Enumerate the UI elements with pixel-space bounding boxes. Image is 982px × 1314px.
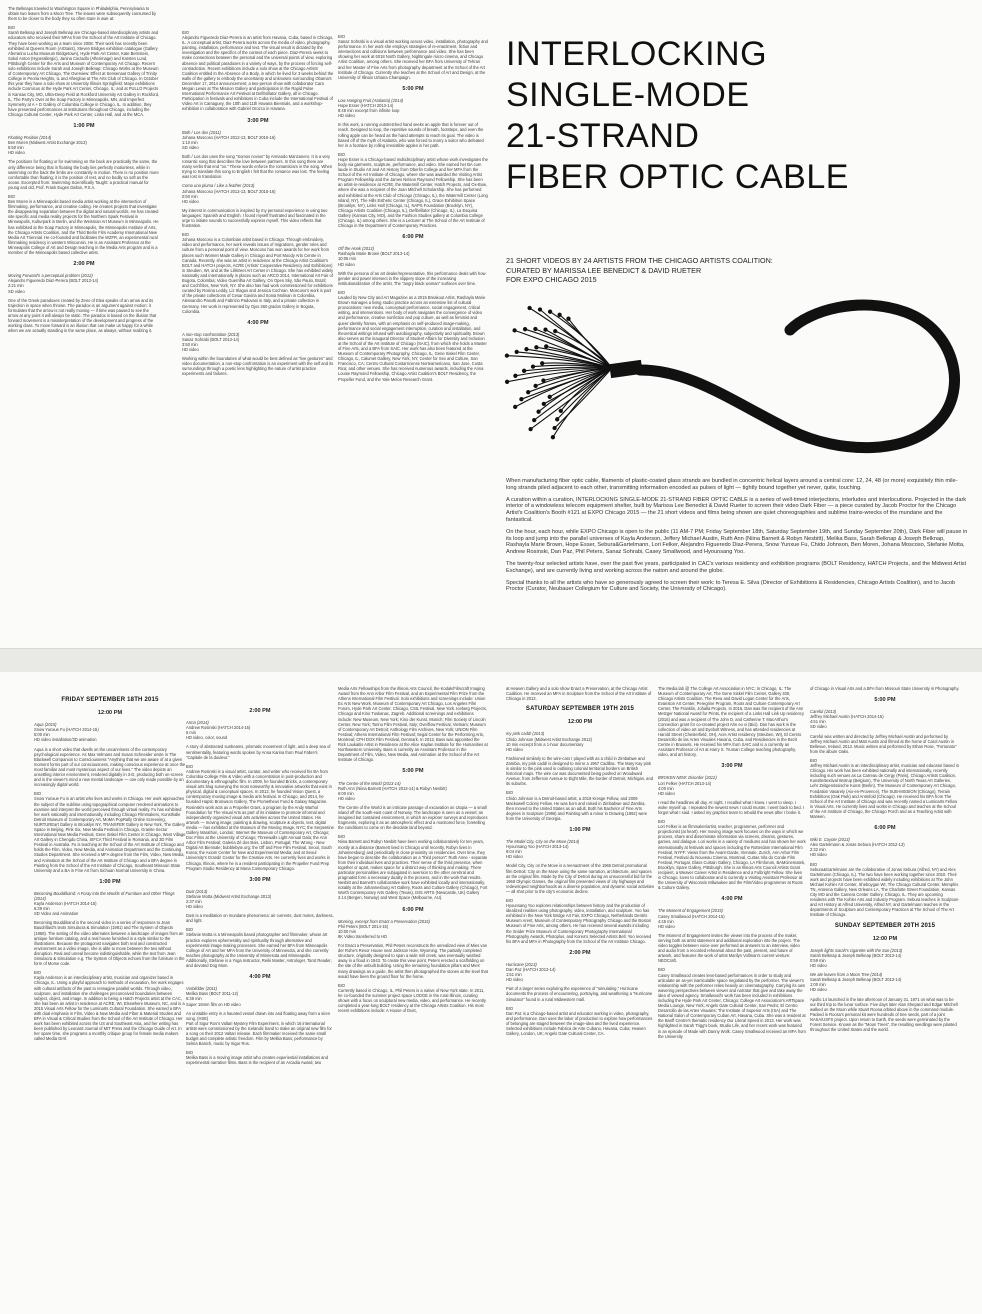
work-description: Fashioned similarly to the wire-cars I played with as a child in Zimbabwe and Zambia, my pink cadd! is designed to mirror a 1967 Cadillac. The Mary Kay pink is similar to the pink used in outlining colonial territorial borders on British historical maps. The wire car was documented being pushed on Woodward Avenue, from Jefferson Avenue to Eight Mile, the border of Detroit, Michigan, and its suburbs. <box>506 755 654 787</box>
artist-bio: BIO Lauded by New City and Art Magazine as a 2015 Breakout Artist, Rashayla Marie Brown manages a living studio practice across an extensive list of cultural provocations: new media, conceptual performance, social engagement, critical writing, and interventions. Her body of work navigates the convergence of video and performance, creative nonfiction and pop culture, as well as feminist and queer identity frames, with an emphasis on self-produced image-making, performance and social engagement interruption, curation and installation, and theoretical writings infused with autobiography, subjectivity and spirituality. Brown also serves as the inaugural Director of Student Affairs for Diversity and Inclusion at the School of the Art Institute of Chicago (SAIC), from which she holds a Master of Fine Arts, and a BFA from SAIC. Her work has also been featured at the Museum of Contemporary Photography, Chicago, IL, Gene Siskel Film Center, Chicago, IL, Calumet Gallery, New York, NY; Center for Sex and Culture, San Francisco, CA; Centro Cultural Costarricense Norteamericano, San Jose, Costa Rica; and other venues. She has received numerous awards, including the Anna Louise Raymond Fellowship, Chicago Artist Coalition's BOLT Residency, the Propeller Fund, and the Yale Melon Research Grant. <box>338 289 487 382</box>
fiber-strand <box>534 368 612 420</box>
work-title: The Centre of the World (2013-14) <box>338 780 401 786</box>
work-title: Hurricane (2013) <box>506 961 537 967</box>
fiber-strand-tip <box>513 329 516 332</box>
poster-subtitle <box>506 256 946 285</box>
work-entry <box>506 962 654 982</box>
work-meta: Johana Moscoso (HATCH 2012-13, BOLT 2015-16) 0:50 min HD video <box>182 188 276 204</box>
work-title: Careful (2013) <box>810 709 837 715</box>
work-title: Low Hanging Fruit (Atalanta) (2014) <box>338 97 404 103</box>
artist-bio: BIO Snow Yunxue Fu is an artist who lives and works in Chicago. Her work approaches the subject of the sublime using topographical computer rendered animations to examine and interpret the world perceived through virtual reality. Fu has exhibited her work nationally and internationally, including Chicago Filmmakers, Kunsthalle Detroit Museum of Contemporary Art, MoMA PopRally Online Screening, NURTUREart Gallery in Brooklyn NY, TRANSFER Gallery in New York, The Gallery Space in Beijing, Pink Six, New Media Festival in Chicago, Granite Sector International New Media Festival, Gene Siskel Film Center in Chicago, West Village Art Gallery in Chengdu China, SIFCA Third Festival in Romania, and 3D Film Festival in Australia. Fu is teaching at the School of the Art Institute of Chicago and holds the Film, Video, New Media, and Animation Department and the Continuing Studies Department. She received a MFA degree from the Film, Video, New Media, and Animation at the School of the Art Institute of Chicago and a BFA degree in Painting from the School of the Art Institute of Chicago, Southeast Missouri State University and a BA in Fine Art from Sichuan Normal University in China. <box>34 791 186 873</box>
work-meta: Lori Felker (HATCH 2013-14) 4:00 min HD video <box>658 780 712 796</box>
top-page <box>0 0 982 648</box>
work-description: An unstable entry in a haunted vessel drawn into and floating away from a siren song. (HSE) Part of Sigur Ros's Valtari Mystery Film Experiment, in which 16 international artists were commissioned by the Icelandic band to make an original new film for a song on their 2012 Valtari release. Each filmmaker received the same small budget and complete artistic freedom. Film by Melika Bass; performance by Selma Banich, music by Sigur Ros. <box>186 1010 332 1047</box>
artist-bio: BIO Sarah Belknap and Joseph Belknap are Chicago-based interdisciplinary artists and educators who received their MFAs from the School of the Art Institute of Chicago. They have been working as a team since 2008. Their work has recently been exhibited at Queens Room (ArtSaint), Steven Bridges exhibition catalogue (Gallery Aferrarino Lucha Museum Bridgetown), Hyde Park Art Center, Kate Bernstein, Sokol Anton (Hyperallergic), Janina Ciezadlo (Afterimage) and Karsten Lund, Pittsburgh Center for the Arts and Museum of Contemporary Art Chicago. Recent solo exhibitions include Sarah and Joseph Belknap: Chicago Works at the Museum of Contemporary Art Chicago, The Overview: Effect at Sensenaut Gallery of Trinity College in Peoria Heights, IL and Afterglow at The Arts Club of Chicago. In October this year they have a solo show at University Illinois Springfield. Major exhibitions include Cosmicus at the Hyde Park Art Center, Chicago, IL; and at PULLO Projects in Kansas City, MO, Ultra-Deep Field at Rockford University Art Gallery in Rockford, IL, The Party's Over at the Soap Factory in Minneapolis, MN, and Imperfect Symmetry at A + D Gallery of Columbia College in Chicago, IL. In addition, they have presented performances at institutions throughout Chicago, including the Chicago Cultural Center, Hyde Park Art Center, Links Hall, and at the MCA. <box>8 25 160 117</box>
work-title: Becoming Bouddikand: A Foray into the Worlds of Furniture and Other Things (2014) <box>34 890 175 901</box>
screening-time: 12:00 PM <box>97 710 123 717</box>
work-description: Model City, City on the Move is a reenactment of the 1965 Detroit promotional film Detroit: City on the Move using the same narration, architecture, and spaces as the original film. Made by the City of Detroit during an unsuccessful bid for the 1968 Olympic Games, the original film presented views of city highways and redeveloped neighborhoods as a diverse population, and dynamic social activities — all shot prior to the city's economic decline. <box>506 863 654 894</box>
page-divider <box>0 648 982 674</box>
work-meta: Dan Paz (HATCH 2013-14) 1:51 min HD video <box>506 967 556 983</box>
fiber-strand-tip <box>559 409 562 412</box>
fiber-strand-tip <box>551 436 554 439</box>
intro-text <box>506 478 968 598</box>
text-block: Media Arts Fellowships from the Illinois Arts Council, the Kodak/Filmcraft Imaging Award from the Ann Arbor Film Festival, and an Experimental Film Prize from the Athens International Film Festival. Solo exhibitions and screenings include: Union Ex Arts New Work, Museum of Contemporary Art Chicago, Los Angeles Film Forum, Hyde Park Art Center, Chicago, CSIL Festival, New York. Iceberg Projects, Chicago and Kino Tuskanac, Zagreb. Additional screenings and exhibitions include: New Museum, New York; Kino der Kunst, Munich; Film Society of Lincoln Center, New York; Torino Film Festival, Italy; Overflow Festival, Vietnam; Museum of Contemporary Art Detroit; Anthology Film Archives, New York; UNION Film Festival; Athens International Film Festival; Segal Center for the Performing Arts, Montreal; CPH DOX Film Festival, Denmark. In 2013, Bass was appointed the Rick Laukaitis Artist in Residence at the Alice Kaplan Institute for the Humanities at Northwestern University. Bass is currently an Assistant Professor in the Department of Film, Video, New Media, and Animation at the School of the Art Institute of Chicago. <box>338 686 488 763</box>
work-title: Floating Position (2014) <box>8 135 52 141</box>
fiber-strand-tip <box>549 310 552 313</box>
work-description: With the persona of an art dealer/representative, this performance deals with how gender and power intersect in the slippery slope of the increasing institutionalization of the artist. The "angry black woman" surfaces over time. <box>338 270 486 286</box>
screening-time: 12:00 PM <box>567 719 593 726</box>
work-meta: Casey Smallwood (HATCH 2014-15) 4:45 min HD video <box>658 913 725 929</box>
intro-paragraph: A curation within a curation, INTERLOCKING SINGLE-MODE 21-STRAND FIBER OPTIC CABLE is a series of well-timed interjections, interludes and interlocutions. Projected in the dark interior of a windowless telecom equipment shelter, built by Marissa Lee Benedict & David Rueter to screen their video Dark Fiber — a piece curated by Jacob Proctor for the Chicago Artist's Coalition's Booth #121 at EXPO Chicago 2015 — the 21 short videos and films being shown are quiet choreographies and sublime trains-wrecks of the mundane and the fantastical. <box>506 496 967 523</box>
work-entry <box>658 775 806 795</box>
screening-time: 3:00 PM <box>721 763 743 770</box>
work-entry <box>186 720 334 740</box>
screening-time: 4:00 PM <box>247 319 269 326</box>
work-title: Aqua (2015) <box>34 722 57 728</box>
work-entry <box>186 986 334 1006</box>
bottom-column-1 <box>34 692 186 1310</box>
bottom-column-5 <box>658 686 806 1310</box>
artist-bio: BIO Sanaz Sohrabi is a visual artist working across video, installation, photography and performance. In her work she employs strategies of re-enactment, fiction and intersections and collisions between performance and video. She has been showing her work at 6018 North Gallery, Nightingale micro cinema, and Chicago Artist Coalition, among others. She received her BFA from University of Tehran and her Master of Fine Arts from photography department at the School of the Art Institute of Chicago. Currently she teaches at the School of Art and Design, at the University of Illinois Urbana Champaign. <box>338 34 488 80</box>
artist-bio: BIO Andrew Rosinski is a visual artist, curator, and writer who received his BA from Columbia College Film & Video with a concentration in post-production and documentary & ethnographic film. In 2009, he founded Bricks, a contemporary visual arts blog surveying the most noteworthy & innovative artworks that exist in physical, digital & conceptual spaces. In 2012, he founded Vision Quest, a contemporary moving image & media arts festival. In Chicago, and 2014, he founded Haptic Bronwson Gallery, The Prometheus Fund & Galaxy Magazine. Rosinski's work acts as a Propeller Grant, a program by the Andy Warhol Foundation for The Visual Arts as part of its initiative to promote informal and independently organized visual arts activities across the United States. His artwork — moving image, painting & drawing, sculpture & objects, text, digital media — has exhibited at the Museum of the Moving Image, NYC; the Serpentine Gallery Marathon, London; Internet the Museum of Contemporary Art, Chicago; Doc Films at the University of Chicago; Threewalls Light Annual Gala; the Ann Arbor Film Festival; Galeria Zé dos Bois, Lisbon, Portugal; The Wrong - New Digital Art Biennale; bubblebyte.org; the Off and Free Film Festival, Seoul, South Korea; the Axiom Center for New and Experimental Media; and at Seoul University's Grandi! Center for the Creative Arts. He currently lives and works in Chicago, Illinois, where he is a resident participating in the Propeller Fund Prep Program Studio Residency at Mana Contemporary Chicago. <box>186 763 334 871</box>
artist-bio: BIO Johana Moscoso is a Colombian artist based in Chicago. Through embroidery, video and performance, her work reveals issues of migrations, gender roles and culture from a personal point of view. Moscoso has won awards for her work from places such Women Made Gallery in Chicago and Port Moody Arts Centre in Canada. Recently, she was an artist in residence at the Chicago Artist Coalition's BOLT and HATCH projects, ACRE (Artists' Cooperative Residency and Exhibitions) in Steuben, WI, and at the Lillstreet Art Center in Chicago. She has exhibited widely nationally and internationally in places such as ARCO 2014, International Art Fair of Bogota, Colombia; Video Guerrilha Art Gallery, On Open Sky, São Paulo, Brazil; and Cochfritos, New York, NY. She also has had work commissioned for exhibitions curated by Rosina Leddy, Liz Slagus and Jessica Cochran. Moscoso's work is part of the private collections of Cesar Gaviria and Sonia Molinan in Colombia, Alessandro Pasotti and Fabrizio Padovani in Italy, and a private collection in Germany. Her work is represented by Ojos 360 grados Gallery in Bogota, Colombia. <box>182 232 334 314</box>
artist-bio: BIO Alejandro Figueredo Diaz-Perera is an artist from Havana, Cuba, based in Chicago, IL. A conceptual artist, Diaz-Perera works across the media of video, photography, painting, installation, performance and text. The visual result is dictated by the investigation and the specifics of the context of each piece. Diaz-Perera seeks to make connections between the personal and the universal points of view, exploring absence and political paradoxes in a variety of ways, by the process of forcing self-contradiction. Recent exhibitions include a solo show at the Chicago Artists' Coalition entitled In the Absence of a Body, in which he lived for 3 weeks behind the walls of the gallery to embody the uncertainty and unknowns surrounding Obama's December 17, 2014 announcement; a two-person show with collaborator Cara Megan Lewis at The Mission Gallery and participation in the Rapid Pulse International Performance Art Festival at Defibrillator Gallery, all in Chicago. Participation in festivals and exhibitions in Cuba include the International Festival of Video Art in Camaguey, the 10th and 11th Havana Biennials, and a workshop-exhibition in collaboration with Gabriel Orozco in Havana. <box>182 30 334 112</box>
work-meta: Snow Yunxue Fu (HATCH 2014-15) 5:00 min HD video installation/3D animation <box>34 727 99 743</box>
fiber-strand-tip <box>567 317 570 320</box>
screening-time: 5:00 PM <box>874 697 896 704</box>
fiber-optic-cable-illustration <box>500 290 970 460</box>
fiber-strand-tip <box>506 380 509 383</box>
work-entry <box>810 972 960 992</box>
work-entry <box>338 781 488 801</box>
screening-time: 6:00 PM <box>874 825 896 832</box>
title-line: SINGLE-MODE <box>506 76 750 114</box>
work-description: Becoming Bouddikand is the second video in a series of responses to Jean Baudrillard's texts Simulacra & Simulation (1981) and The System of Objects (1968). The setting of the video alternates between a landscape of images from an antique furniture catalog, and a real house furnished in a style similar to the illustrations. Because the protagonist navigates both real and constructed environment as a video image, she is able to move between the two without disruption. Real and unreal become indistinguishable, while the text from Jean Simulacra & Simulation e.g. The System of Objects echoes from the furniture in the form of Morse code. <box>34 920 185 967</box>
work-meta: Johana Moscoso (HATCH 2012-13, BOLT 2015-16) 1:10 min SD video <box>182 134 276 150</box>
top-column-2 <box>182 30 334 642</box>
work-entry <box>658 908 806 928</box>
work-meta: Alejandro Figueredo Diaz-Perera (BOLT 2013-14) 2:21 min SD video <box>8 278 99 294</box>
fiber-strand-tip <box>538 308 541 311</box>
work-meta: Kayla Anderson (HATCH 2014-15) 6:39 min SD Video and Animation <box>34 901 97 917</box>
fiber-strand-tip <box>514 374 517 377</box>
title-line: INTERLOCKING <box>506 35 768 73</box>
artist-bio: BIO Jeffrey Michael Austin is an interdisciplinary artist, musician and educator based in Chicago. His work has been exhibited nationally and internationally, recently including such venues as La Carreau de Cergy (Paris), Chicago Artists Coalition, Kunstlertextival Wotrup (Belgium), The University of North Texas Art Galleries, Lehr Zeitgenössische Kunst (Berlin), The Museum of Contemporary Art Chicago, Fondation Vasarely (Aix-en-Provence), The SUB-MISSION (Chicago), Terrain Exhibitions (Oak Park) and Antmfold (Chicago). He received his BFA from The School of the Art Institute of Chicago and was recently named a Luminarts Fellow in Visual Arts. He currently lives and works in Chicago and teaches at the School of the Art Institute of Chicago, the Chicago Porch and as a Teaching Artist with Marwen. <box>810 757 959 819</box>
work-meta: Sanaz Sohrabi (BOLT 2013-14) 3:50 min HD video <box>182 336 240 353</box>
work-description: My interest in communication is inspired by my personal experience in using two languages: Spanish and English. I found myself frustrated and fascinated in the urge to initiate sounds to successfully express myself. This video reflects that frustration. <box>182 207 328 229</box>
intro-paragraph: On the hour, each hour, while EXPO Chicago is open to the public (11 AM-7 PM; Friday September 18th, Saturday September 19th, and Sunday September 20th), Dark Fiber will pause in its loop and jump into the parallel universes of Kayla Anderson, Jeffery Michael Austin, Ruth Ann (Niina Barnett & Robyn Nesbitt), Melika Bass, Sarah Belknap & Joseph Belknap, Rashayla Marie Brown, Hope Esser, Sebura&Gartelmann, Lori Felker, Alejandro Figueredo Diaz-Perera, Snow Yunxue Fu, Chido Johnson, Ben Moren, Johana Moscoso, Stefanie Motta, Andrew Rosinski, Dan Paz, Phil Peters, Sanaz Sohrabi, Casey Smallwood, and Hyounsang Yoo. <box>506 528 968 556</box>
fiber-strand-tip <box>542 379 545 382</box>
subtitle-line: CURATED BY MARISSA LEE BENEDICT & DAVID RUETER <box>506 265 702 275</box>
work-entry <box>182 332 334 352</box>
work-meta: Phil Peters (BOLT 2014-15) 10:00 min 8K Video transferred to HD <box>338 923 389 939</box>
work-description: Aqua is a short video that dwells on the uncanniness of the contemporary psychological experience. As Max Velmans and Susan Schneider wrote in The Blackwell Companion to Consciousness "Anything that we are aware of at a given moment forms part of our consciousness, making conscious experience at once the most familiar and most mysterious aspect of our lives." The video depicts an unsettling interior environment, rendered digitally in 3-D, producing both on-screen and in the viewer's mind a new mental landscape — one only made possible by an increasingly digital world. <box>34 746 186 788</box>
fiber-strand-tip <box>528 306 531 309</box>
work-title: Wiki E. Coyote (2013) <box>810 837 850 843</box>
screening-time: 2:00 PM <box>249 708 271 714</box>
fiber-strand-tip <box>545 345 548 348</box>
screening-time: 2:00 PM <box>73 261 95 268</box>
fiber-strand-tip <box>523 369 526 372</box>
fiber-strand-tip <box>537 410 540 413</box>
text-block: of Chicago in Visual Arts and a BFA from Missouri State University in Photography. <box>810 686 960 691</box>
bottom-column-3 <box>338 686 488 1310</box>
work-meta: Chido Johnson (Midwest Artist Exchange 2012) 10 min excerpt from a 1-hour documentary HD video <box>506 736 593 752</box>
screening-time: 6:00 PM <box>402 906 424 913</box>
bottom-page <box>0 672 982 1314</box>
work-meta: Ruth Ann (Niina Barnett (HATCH 2013-14) & Robyn Nesbitt) 6:00 min HD video <box>338 785 447 801</box>
work-meta: Sarah Belknap & Joseph Belknap (BOLT 2013-14) 0:59 min HD video <box>810 952 902 969</box>
screening-time: 1:00 PM <box>99 878 121 885</box>
work-meta: Andrew Rosinski (HATCH 2014-15) 6 min HD video, color, sound <box>186 725 251 741</box>
fiber-strand-tip <box>534 384 537 387</box>
bottom-column-2 <box>186 702 334 1310</box>
artist-bio: BIO Niina Barnett and Robyn Nesbitt have been working collaboratively for ten years, mostly at a distance (Barnett lived in Chicago until recently, Robyn lives in Johannesburg) and periodically in close proximity on residencies. Over time, they have begun to describe the collaboration as a "third person": Ruth Anne - separate from their individual lives and practices. Their sense of the third presence, when together or apart, makes space for a distinct way of thinking and making. There particular personalities are subjugated in aversion to the other cerebral and pragmatist form a necessary duality in the process, and in the work that results. Nesbitt and Barnett's collaborative work have exhibited locally and internationally, notably at the Johannesburg Art Gallery, Roots and Culture Gallery (Chicago), Fort Worth Contemporary Arts Gallery (Texas), ISIS ARTS (Newcastle, UK) Gallery 3.14 (Bergen, Norway) and West Space (Melbourne, AU). <box>338 834 488 901</box>
screening-time: 6:00 PM <box>402 234 424 241</box>
artist-bio: BIO Dan Paz is a Chicago-based artist and educator working in video, photography, and performance. Dan uses the labor of production to explore how performances of belonging are staged between the image-idea and the lived experience. Selected exhibitions include Fabrica de Arte Cubano, Havana, Cuba; Heaven Gallery, London, UK; Angels Gate Cultural Center, CA. <box>506 1005 653 1037</box>
top-column-1 <box>8 6 160 642</box>
work-title: Joseph lights Sarah's cigarette with the Sun (2013) <box>810 947 903 953</box>
top-column-3 <box>338 34 488 642</box>
fiber-strand-tip <box>531 365 534 368</box>
work-entry <box>338 98 488 118</box>
fiber-strand-tip <box>505 354 508 357</box>
work-description: Both / Los dos uses the song "Somos novios" by Armando Manzanero. It is a very romantic song that describes the love between partners. In this song there are many verbs that end "os." These words enforce the romanticism in the song. When trying to translate this song to English I felt that the romance was lost. The feeling was lost in translation. <box>182 153 333 180</box>
work-meta: Hope Esser (HATCH 2013-14) 8:48 min excerpt from infinite loop HD video <box>338 103 400 119</box>
artist-bio: BIO Stefanie Motta is a Minneapolis based photographer and filmmaker, whose art practice explores ephemerality and spirituality through alternative and experimental image making processes. She earned her BFA from Minneapolis College of Art and her MFA from the University of Minnesota, and she currently teaches photography at the University of Minnesota and Minneapolis. Additionally, Stefanie is a Yoga Instructor, Reiki Master, Astrologer, Tarot Reader, and devoted Dog Mom. <box>186 927 332 969</box>
work-meta: Alex Gartelmann & Jonas Sebura (HATCH 2012-13) 2:32 min HD video <box>810 842 905 858</box>
screening-time: 5:00 PM <box>402 85 424 92</box>
fiber-strand-tip <box>548 395 551 398</box>
work-entry <box>182 183 334 203</box>
text-block: The Belknaps traveled to Washington Square in Philadelphia, Pennsylvania to obtain two leaves from a Moon Tree. The leaves were subsequently consumed by them to be closer to the body they so often stare in awe at. <box>8 6 157 22</box>
work-description: The Centre of the World is an intricate passage of excavation on Utopia — a small island off the south-east coast of Norway. The landscape is seen as a vessel; an imagined but contained environment, in which an explorer surveys and reproduces fragments, exploring it as an atmospheric effect and a monitored force, foretelling the conditions to come on the desolate land beyond. <box>338 804 488 831</box>
work-title: Como una pluma / Like a feather (2013) <box>182 183 255 189</box>
screening-time: 12:00 PM <box>872 935 898 942</box>
day-heading: SUNDAY SEPTEMBER 20TH 2015 <box>834 922 936 929</box>
artist-bio: BIO Currently based in Chicago, IL, Phil Peters is a native of New York state. In 2011, he co-founded the summer project space LODGE in the rural Illinois, curating shows with a focus on sculptural new media, video, and performance. He recently completed a year-long BOLT residency at the Chicago Artists Coalition. His most recent exhibitions include: A House of Dust, <box>338 982 486 1014</box>
work-title: Moving Forward's a perceptual problem (2012) <box>8 273 93 279</box>
screening-time: 3:00 PM <box>249 876 271 883</box>
work-entry <box>34 722 186 742</box>
work-title: A non-stop confrontation (2013) <box>182 331 240 337</box>
text-block: at Heaven Gallery and a solo show Enact a Preservation, at the Chicago Artist Coalition. He received an MFA in Sculpture from the School of the Art Institute of Chicago in 2013. <box>506 686 652 702</box>
work-entry <box>338 246 488 266</box>
work-description: In this work, a running outstretched hand seeks an apple that is forever out of reach. Designed to loop, the repetitive sounds of breath, footsteps, and even the rolling apple can be heard as the hand attempts to reach its goal. The video is based off of the myth of Atalanta, who was forced to marry a suitor who defeated her in a footrace by rolling irresistible apples in her path. <box>338 122 484 148</box>
work-description: Part of a larger series exploring the experience of "simulating," Hurricane documents the process of encountering, portraying, and weathering a "Hurricane Simulator" found in a rural Midwestern mall. <box>506 986 653 1002</box>
work-description: The positions for floating or for swimming on the back are practically the same, the only difference being that in floating the body lies perfectly motionless, while in swimming on the back the limbs are constantly in motion. There is no position more comfortable than floating; it is the position of rest, and no bodily so soft as the ocean. Excerpted from: Swimming Scientifically Taught: a practical manual for young and old, Prof. Frank Eugen Dalton, P.S.A. <box>8 159 159 190</box>
day-heading: SATURDAY SEPTEMBER 19TH 2015 <box>525 706 635 713</box>
fiber-strand-tip <box>533 419 536 422</box>
work-entry <box>338 919 488 939</box>
work-title: Morning, excerpt from Enact a Preservation (2015) <box>338 918 430 924</box>
title-line: FIBER OPTIC CABLE <box>506 158 849 196</box>
work-meta: Stefanie Motta (Midwest Artist Exchange 2013) 2:37 min HD video <box>186 893 272 910</box>
artist-bio: BIO Kayla Anderson is an interdisciplinary artist, musician and organizer based in Chicago, IL. Using a playful approach to methods of excavation, her work engages with cultural artifacts of the past to reimagine parallel worlds. Through video, sculpture, and installation she challenges preconceived boundaries between subject, object, and image. In addition to being a Hatch Projects artist at the CAC, she has been an artist in residence at ACRE, WI, Elsewhere Museum, NC, and is a 2015 Visual Arts Fellow for the Luminarts Cultural Foundation. She earned a BFA with dual emphasis in Film, Video & New Media and Fiber & Material Studies and BFA in Visual & Critical Studies from the School of the Art Institute of Chicago. Her work has been exhibited across the US and Southeast Asia, and her writing has been published by Leonard Journal of MIT Press and the Chicago Guide of Art. In her spare time, she programs a monthly critique group for female media makers called Media Grrrl. <box>34 970 185 1042</box>
work-entry <box>506 839 654 859</box>
artist-bio: BIO Hope Esser is a Chicago-based multidisciplinary artist whose work investigates the body via garments, sculpture, performance, and video. She earned her BA cum laude in Studio Art and Art History from Oberlin College and her MFA from the School of the Art Institute of Chicago, where she was awarded the Visiting Artist Program Fellowship and the James Nelson Raymond Fellowship. She has been an artist-in-residence at ACRE, the Watermill Center, Hatch Projects, and Ox-Bow, where she was a recipient of the Joan Mitchell Scholarship. She has performed and exhibited at the Arts Club of Chicago (Chicago, IL), the Watermill Center (Long Island, NY), The Hills Esthetic Center (Chicago, IL), Grace Exhibition Space (Brooklyn, NY), Links Hall (Chicago, IL), NAPS Foundation (Brooklyn, NY), Chicago Artists Coalition (Chicago, IL), Defibrillator (Chicago, IL), La Esquina Gallery (Kansas City, MO), and the Fashion Studies gallery at Columbia College (Chicago, IL) among others. She is a Lecturer at The School of the Art Institute of Chicago in the Department of Contemporary Practices. <box>338 151 488 229</box>
work-description: For Enact a Preservation, Phil Peters reconstructs the unrealized view of Mies van der Rohe's Resor House near Jackson Hole, Wyoming. The partially completed structure, originally designed to span a wide mill creek, was eventually washed away in a flood in 1943. To create this view point, Peters erected a scaffolding on the site of the unbuilt building. Using the remaining foundation pillars and Mies' many drawings as a guide, the artist then photographed the stones at the level that would have been the ground floor for the home. <box>338 943 488 979</box>
work-meta: Melika Bass (BOLT 2011-12) 6:38 min Super 16mm film on HD video <box>186 991 241 1007</box>
work-meta: Jeffrey Michael Austin (HATCH 2014-15) 4:51 min SD video <box>810 714 884 730</box>
work-meta: Hyounsang Yoo (HATCH 2013-14) 9:04 min HD video <box>506 844 569 860</box>
work-title: BROKEN NEW: Disorder (2012) <box>658 775 717 781</box>
work-entry <box>8 273 160 293</box>
screening-time: 4:00 PM <box>249 974 271 981</box>
bottom-column-6 <box>810 686 960 1310</box>
work-title: The Moment of Engagement (2015) <box>658 908 723 914</box>
intro-paragraph: The twenty-four selected artists have, over the past five years, participated in CAC's various residency and exhibition programs (BOLT Residency, HATCH Projects, and the Midwest Artist Exchange), and are currently living and working across the nation and around the globe. <box>506 560 967 574</box>
fiber-strand-tip <box>556 418 559 421</box>
work-title: Dust (2013) <box>186 888 208 894</box>
work-description: Apollo 14 launched in the late afternoon of January 31, 1971 on what was to be our third trip to the lunar surface. Five days later Alan Shepard and Edgar Mitchell walked on the Moon while Stuart Roosa orbited above in the command module. Packed in Roosa's personal kit were hundreds of tree seeds, part of a joint NASA/USFS project. Upon return to Earth, the seeds were germinated by the Forest Service. Known as the "Moon Trees", the resulting seedlings were planted throughout the United States and the world. <box>810 996 958 1033</box>
work-entry <box>34 891 186 916</box>
work-title: Arma (2014) <box>186 720 209 726</box>
fiber-strand-tip <box>520 398 523 401</box>
fiber-strand-tip <box>515 350 518 353</box>
fiber-strand-tip <box>542 402 545 405</box>
screening-time: 1:00 PM <box>569 826 591 833</box>
work-entry <box>182 130 334 150</box>
work-description: Careful was written and directed by Jeffrey Michael Austin and performed by Jeffrey Michael Austin and Matt Austin and filmed at the home of Carol Austin in Bellevue, Ireland, 2013. Music written and performed by Ethan Rose, "Fortunato" from the album Oaks. <box>810 733 957 754</box>
screening-time: 4:00 PM <box>721 896 743 903</box>
artist-bio: BIO Ben Moren is a Minneapolis based media artist working at the intersection of filmmaking, performance, and creative coding. He creates projects that investigate the disappearing separation between the digital and natural worlds. He has created site specific and media reality projects for the Northern Spark Festival in Minneapolis, Kulturpark in Berlin, and the Weisman Art Museum in Minneapolis. He has exhibited at the Soap Factory in Minneapolis, the Minneapolis Institute of Arts, the Chicago Artists Coalition, and the Third Berlin Film Academy International New Media Art Triennial. He co-founded and facilitates the WZFR, an experimental rural filmmaking residency in western Wisconsin. He is an Assistant Professor at the Minneapolis College of Art and Design teaching in the Media Arts program and is a member of the Minneapolis based collective artist. <box>8 194 159 256</box>
fiber-strand-tip <box>553 426 556 429</box>
work-entry <box>810 837 960 857</box>
fiber-strand-tip <box>541 362 544 365</box>
screening-time: 2:00 PM <box>569 949 591 956</box>
poster-title <box>506 34 966 198</box>
artist-bio: BIO Chido Johnson is a Detroit-based artist, a 2019 Kresge Fellow, and 2009 Mackowell Colony Fellow. He was born and raised in Zimbabwe and Zambia, then moved to the United States as an adult. Both his Bachelor of Fine Arts degrees in Sculpture (1996) and Painting with a minor in Drawing (1992) were from the University of Georgia. <box>506 790 648 821</box>
work-title: The Model City, City on the Move (2014) <box>506 839 580 845</box>
work-description: Dust is a meditation on mundane phenomena: air currents, dust motes, darkness, and light. <box>186 913 334 924</box>
fiber-strand-tip <box>527 391 530 394</box>
intro-paragraph: When manufacturing fiber optic cable, filaments of plastic-coated glass strands are bundled in concentric helical layers around a central core: 12, 24, 48 (or more) exquisitely thin mile-long strands piled adjacent to each other, transmitting information encoded as pulses of light — tightly bound together yet never, quite, touching. <box>506 478 958 491</box>
work-entry <box>810 709 960 729</box>
work-description: A story of abstracted sunbeams, prismatic movement of light, and a deep sea of sentimentality, featuring words spoken by Anna Karina from Paul Fabre's "Capitale de la douleur." <box>186 744 331 760</box>
fiber-strand-tip <box>535 346 538 349</box>
work-entry <box>506 731 654 751</box>
fiber-strand-tip <box>554 330 557 333</box>
work-title: Both / Los dos (2011) <box>182 129 221 135</box>
work-title: Off the Hook (2013) <box>338 246 374 252</box>
text-block: The Media lab @ The College Art Association in NYC; In Chicago, IL: The Museum of Contemporary Art, The Gene Siskel Film Center, Gallery 400, Chicago Artists Coalition, The Reva and David Logan Center for the Arts, Evanston Art Center, Peregrine Program, Roots and Culture Contemporary Art Center, The Franklin, Johalla Projects. In 2016, Dan was the recipient of the Ann Metzger National Award for Prints, the recipient of a Links Hall Link Up residency (2016) and was a recipient of The John D. and Catherine T. MacArthur's Connection grant for co-created project Ahn eo vi (Bici). Dan has work in the collection of video art and Eyebolt Witness, and has attended residencies at Harold Street (Chesterfield, OH), Acre Artist residency (Steuben, WI), El Centro Desarrollo de las Artes Visuales Havana, Cuba, and Residencies in the Bezit Centre in Brussels. He received his MFA from SAIC and is a currently an Assistant Professor of Art at Harry S. Truman College teaching photography, video, and art history. <box>658 686 805 758</box>
fiber-strand-tip <box>514 405 517 408</box>
subtitle-line: 21 SHORT VIDEOS BY 24 ARTISTS FROM THE CHICAGO ARTISTS COALITION: <box>506 256 773 265</box>
fiber-strand-tip <box>524 328 527 331</box>
screening-time: 3:00 PM <box>247 117 269 124</box>
work-entry <box>8 135 160 155</box>
work-description: One of the Greek paradoxes created by Zeno of Elea speaks of an arrow and its trajection in space when thrown. The paradox is an argument against motion: it formulates that the arrow is not really moving — if time was paused to see the arrow at any point it will always be static. The paradox is based on the illusion that forward movement is a misinterpretation of the development and progress of the working class. To move forward is an illusion that can make us happy for a while when we are actually standing in the same place, as always, without realizing it. <box>8 297 157 334</box>
artist-bio: BIO Lori Felker is an filmmaker/artist, teacher, programmer, performer and projectionist (at heart). Her moving image work focuses on the ways in which we process, share and disseminate information via screens, dreams, gestures, games, and dialogue. Lori works in a variety of mediums and has shown her work internationally at festivals and spaces including the Rotterdam International Film Festival, NYFF: Views from the Avant-Garde, Viennale, Zurich, Ann Arbor Film Festival, Festival du Nouveau Cinema, Montreal, Curtas Vila do Conde Film Festival, Portugal, Glass Curtain Gallery, Chicago, LA Filmforum, BAMcinematek, Brooklyn, Spare Gallery, Pittsburgh. She is an Illinois Arts Council Artists Grant recipient, a Weaver Career Artist in Residence and a Fulbright Fellow. She lives in Chicago, loves to collaborate and is currently a Visiting Assistant Professor at the University of Wisconsin Milwaukee and the Film/Video programmer at Roots & Culture Gallery. <box>658 819 806 891</box>
artist-bio: BIO Hyounsang Yoo explores relationships between history and the production of idealized realities using photography, video, installation, and sculpture. Yoo has exhibited in the New York Bridge Art Fair, EXPO Chicago, Netherlands Dentris Museum Arent, Museum of Contemporary Photography Chicago and the Boston Museum of Fine Arts, among others. He has received several awards including the Snider Prize Museum of Contemporary Photography International Photography Awards, Photoplus, and Korea's Selected Artists Bell. Yoo received his BFA and MFA in Photography from the School of the Art Institute Chicago. <box>506 898 652 944</box>
work-meta: Ben Moren (Midwest Artist Exchange 2013) 5:50 min HD video <box>8 140 87 156</box>
work-entry <box>810 948 960 968</box>
work-entry <box>186 889 334 909</box>
artist-bio: BIO Casey Smallwood creates lens-based performances in order to study and articulate an as-yet inarticulable space negotiated by the performer. The viewer's relationship with the performer relies heavily on cinematography. Carrying its own wavering perspectives between viewer and narrator that give and take away the idea of viewed agency. Smallwood's work has been included in exhibitions including the Hyde Park Art Center, Chicago; College Art Association's ARTspace Media Lounge, New York; Angels Gate Cultural Center, San Pedro; El Centro Desarrollo de las Artes Visuales; The Institute of Superior Arts (ISA) and The National Salon of Contemporary Cuban Art, Havana, Cuba. She was a resident at the Banff Centre's thematic residency Our Literal Speed in 2013. Her work was highlighted in Sarah Trigg's book, Studio Life, and her recent work was featured in an episode of Made with Danny Wolk. Casey Smallwood received an MFA from the University <box>658 967 806 1039</box>
artist-bio: BIO Melika Bass is a moving image artist who creates experiential installations and experimental narrative films. Bass is the recipient of an Arcadia Award, two <box>186 1050 328 1066</box>
screening-time: 5:00 PM <box>402 768 424 775</box>
subtitle-line: FOR EXPO CHICAGO 2015 <box>506 275 597 285</box>
work-title: We ate leaves from a Moon Tree (2014) <box>810 972 883 978</box>
fiber-strand-tip <box>534 327 537 330</box>
title-line: 21-STRAND <box>506 117 700 155</box>
fiber-strand-tip <box>529 428 532 431</box>
work-description: The Moment of Engagement invites the viewer into the process of the maker, serving both as artist statement and additional exploration into the project. The video toggles between voice-over performed as answers to an interview, video and audio from a recorded rehearsal about the past, present, and future of artwork, and features the work of artist Marilyn Vollman's current venture: NEOCraft. <box>658 932 800 964</box>
intro-paragraph: Special thanks to all the artists who have so generously agreed to screen their work: to Teresa E. Silva (Director of Exhibitions & Residencies, Chicago Artists Coalition), and to Jacob Proctor (Curator, Neubauer Collegium for Culture and Society, the University of Chicago). <box>506 579 956 593</box>
fiber-strand-tip <box>544 328 547 331</box>
work-meta: Sarah Belknap & Joseph Belknap (BOLT 2013-14) 1:00 min HD video <box>810 977 902 993</box>
screening-time: 1:00 PM <box>73 122 95 129</box>
day-heading: FRIDAY SEPTEMBER 18TH 2015 <box>61 697 159 703</box>
work-description: I read the headlines all day. At night, I recalled what I knew. I went to sleep. I woke myself up. I repeated the newest news I could muster. I went back to bed. I forgot what I said. I asked my graphics team to rebuild the news after I broke it. <box>658 799 805 815</box>
fiber-strand-tip <box>525 348 528 351</box>
work-title: Vorbildder (2011) <box>186 986 218 992</box>
fiber-strand-tip <box>558 313 561 316</box>
work-title: my pink cadd! (2013) <box>506 731 545 737</box>
artist-bio: BIO Sebura&Gartelmann are the collaborative of Jonas Sebura (Alfred, NY) and Alex Gartelmann (Chicago, IL). The two have been working together since 2010. Their work and projects have been exhibited widely including exhibitions at The John Michael Kohler Art Center, Sheboygan WI, The Chicago Cultural Center, Memphis TN, Antenna Gallery, New Orleans LA, The Charlotte Street Foundation, Kansas City MO and the Camera Center Gallery, Chicago, IL. They are upcoming residents with The Kohler Arts and Industry Program. Sebura teaches in Sculpture and Art History at Alfred University, Alfred NY, and Gartelmann teaches in the departments of Sculpture and Contemporary Practices at The School of The Art Institute of Chicago. <box>810 861 959 918</box>
bottom-column-4 <box>506 686 654 1310</box>
work-description: Working within the boundaries of what would be best defined as "live gestures" and video documentation, a non-stop confrontation is an experiment with the self and its surroundings through a poetic lens highlighting the nature of artist practice experiments and failures. <box>182 356 334 377</box>
work-meta: Rashayla Marie Brown (BOLT 2013-14) 10:06 min HD video <box>338 251 410 267</box>
